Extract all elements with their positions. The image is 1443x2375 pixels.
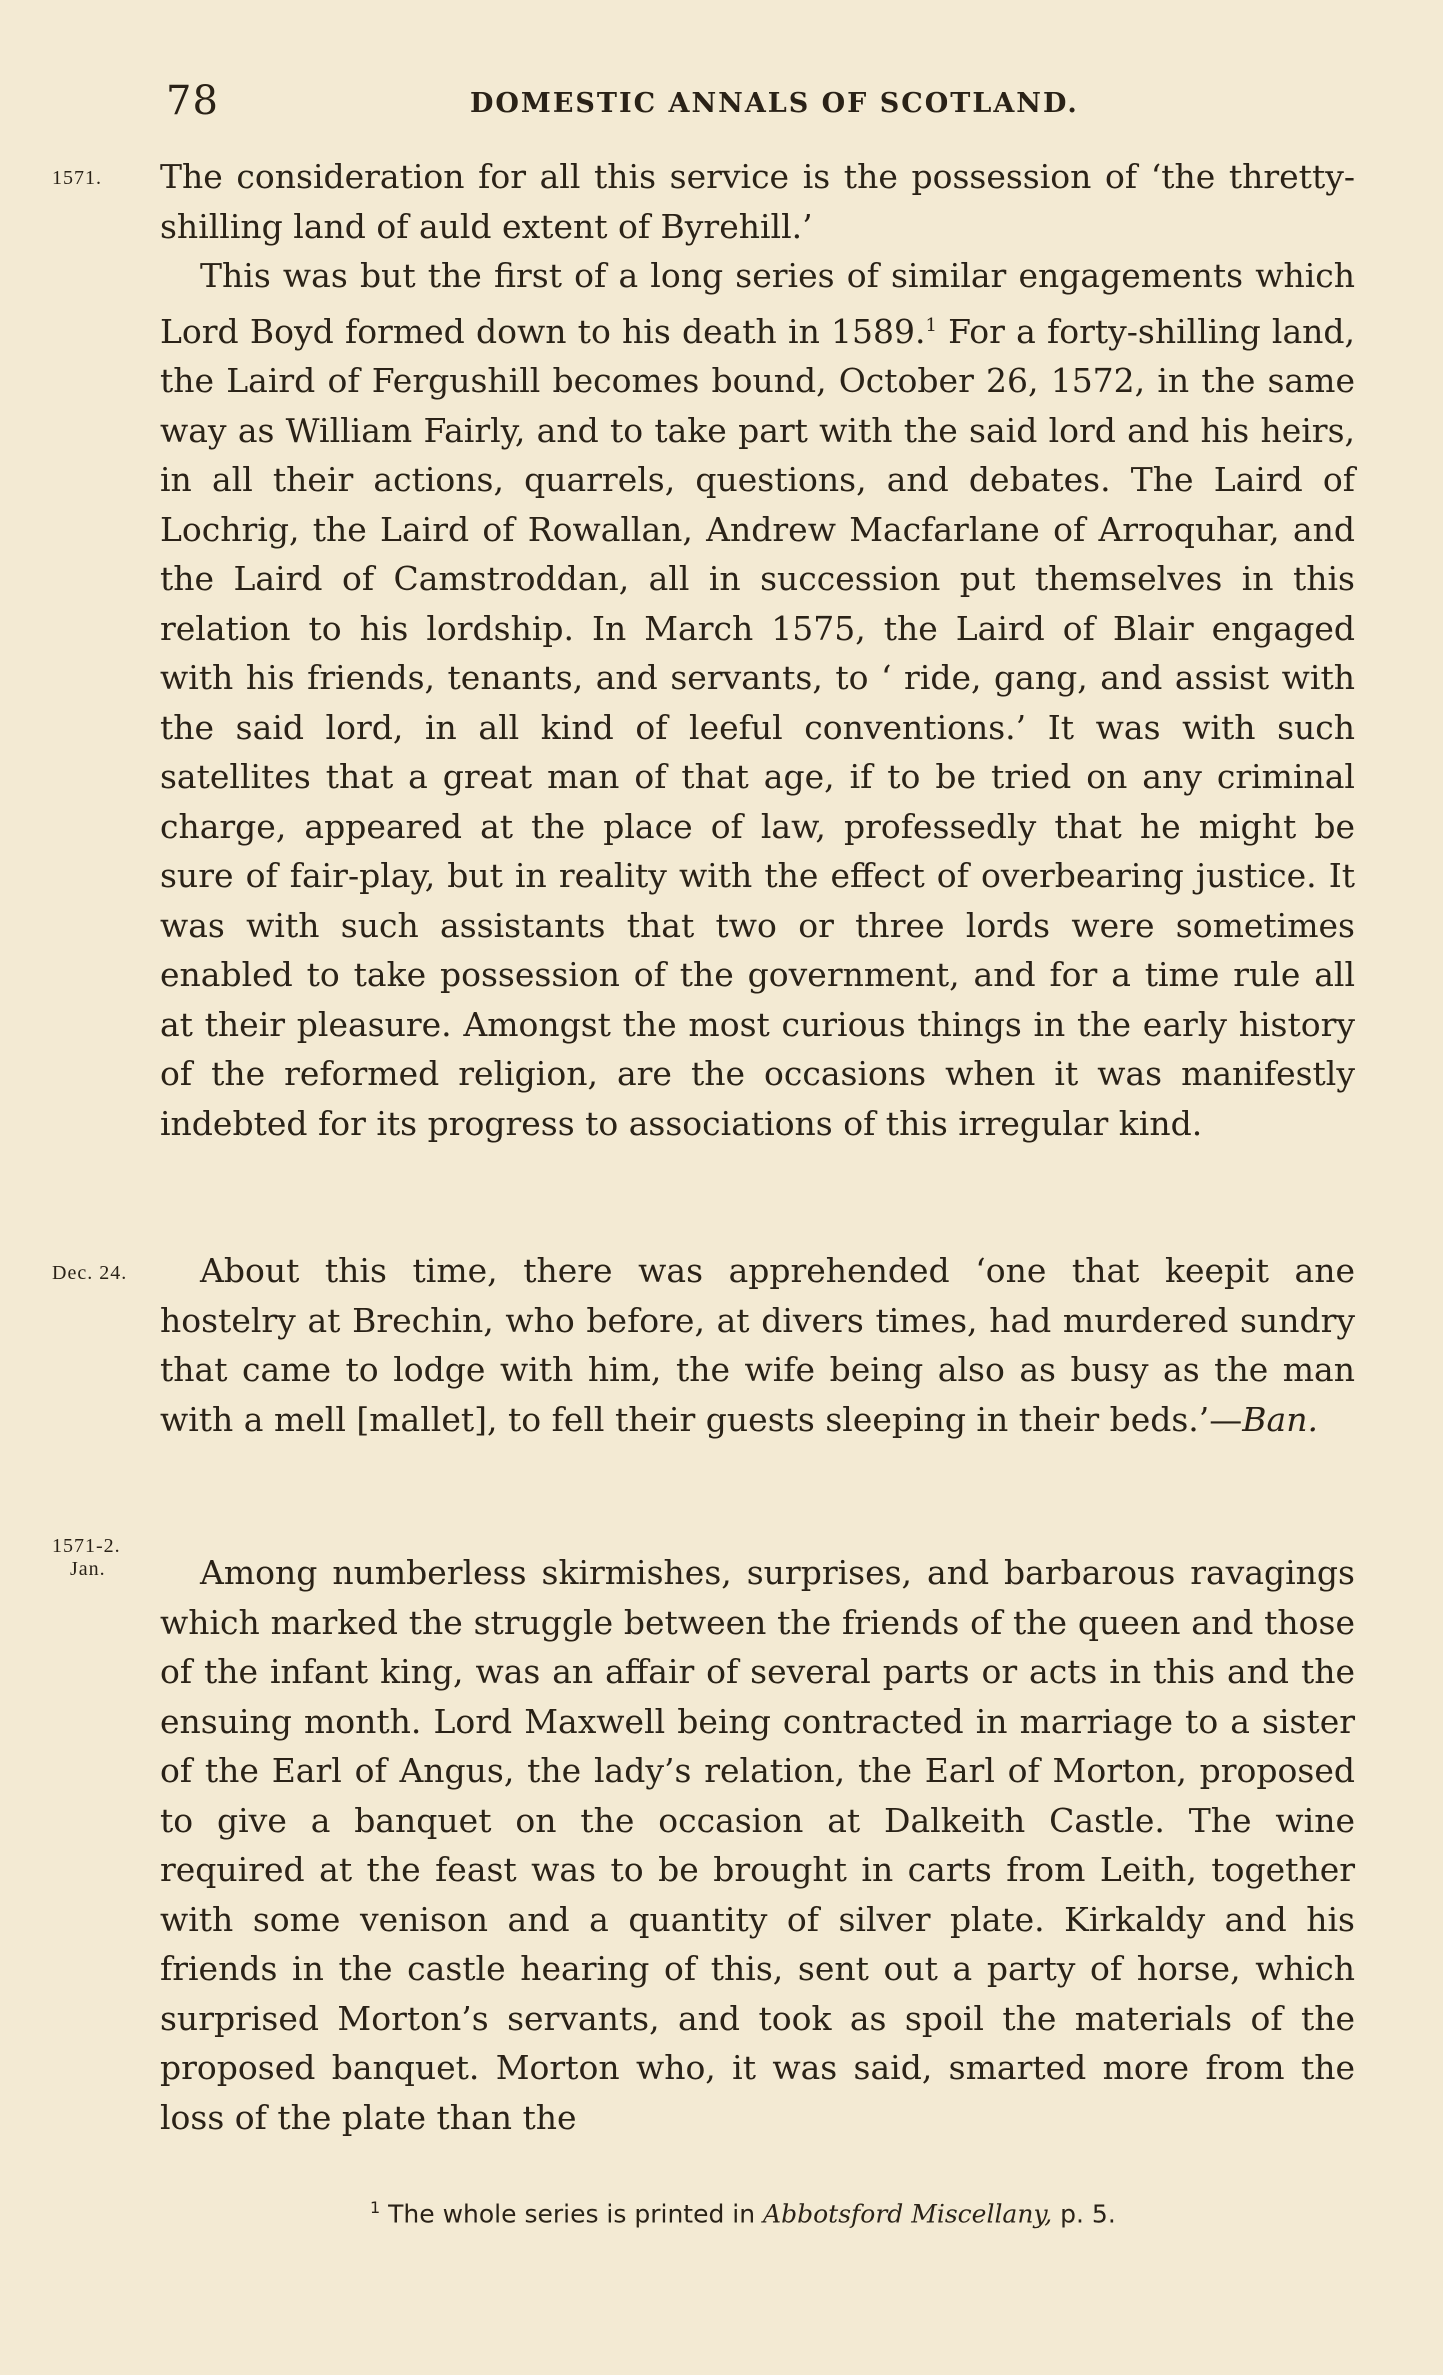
margin-date-1571-2: 1571-2. [52, 1535, 121, 1557]
footnote-source: Abbotsford Miscellany, [763, 2199, 1053, 2229]
footnote-marker: 1 [370, 2198, 381, 2217]
text-block-2 [160, 1246, 1355, 1444]
footnote-reference: 1 [925, 314, 937, 336]
paragraph-brechin-source: Ban. [1242, 1399, 1318, 1439]
paragraph-dalkeith: Among numberless skirmishes, surprises, and barbarous ravagings which marked the struggle between the friends of the queen and those of the infant king, was an affair of several parts or acts in this and the ensuing month. Lord Maxwell being contracted in marriage to a sister of the Earl of Angus, the lady’s relation, the Earl of Morton, proposed to give a banquet on the occasion at Dalkeith Castle. The wine required at the feast was to be brought in carts from Leith, together with some venison and a quantity of silver plate. Kirkaldy and his friends in the castle hearing of this, sent out a party of horse, which surprised Morton’s servants, and took as spoil the materials of the proposed banquet. Morton who, it was said, smarted more from the loss of the plate than the [160, 1553, 1355, 2137]
footnote-text: The whole series is printed in [388, 2199, 764, 2229]
paragraph-lord-boyd-continued: For a forty-shilling land, the Laird of Fergushill becomes bound, October 26, 1572, in the same way as William Fairly, and to take part with the said lord and his heirs, in all their actions, quarrels, questions, and debates. The Laird of Lochrig, the Laird of Rowallan, Andrew Macfarlane of Arroquhar, and the Laird of Camstroddan, all in succession put themselves in this relation to his lordship. In March 1575, the Laird of Blair engaged with his friends, tenants, and servants, to ‘ ride, gang, and assist with the said lord, in all kind of leeful conventions.’ It was with such satellites that a great man of that age, if to be tried on any criminal charge, appeared at the place of law, professedly that he might be sure of fair-play, but in reality with the effect of overbearing justice. It was with such assistants that two or three lords were sometimes enabled to take possession of the government, and for a time rule all at their pleasure. Amongst the most curious things in the early history of the reformed religion, are the occasions when it was manifestly indebted for its progress to associations of this irregular kind. [160, 311, 1355, 1143]
footnote-page: p. 5. [1052, 2199, 1116, 2229]
margin-date-1571: 1571. [52, 167, 102, 189]
margin-date-jan: Jan. [70, 1558, 106, 1580]
page-number: 78 [166, 78, 219, 124]
footnote [370, 2198, 1116, 2228]
paragraph-lord-boyd-text: This was but the first of a long series of similar engagements which Lord Boyd formed down to his death in 1589. [160, 256, 1355, 351]
paragraph-brechin [160, 1246, 1355, 1444]
paragraph-lord-boyd [160, 251, 1355, 1148]
running-head: DOMESTIC ANNALS OF SCOTLAND. [470, 88, 1079, 119]
paragraph-brechin-text: About this time, there was apprehended ‘one that keepit ane hostelry at Brechin, who before, at divers times, had murdered sundry that came to lodge with him, the wife being also as busy as the man with a mell [mallet], to fell their guests sleeping in their beds.’— [160, 1251, 1355, 1439]
paragraph-byrehill: The consideration for all this service is the possession of ‘the thretty-shilling land of auld extent of Byrehill.’ [160, 157, 1355, 246]
text-block-3 [160, 1548, 1355, 2142]
margin-date-dec24: Dec. 24. [52, 1262, 128, 1284]
text-block-1 [160, 152, 1355, 1148]
